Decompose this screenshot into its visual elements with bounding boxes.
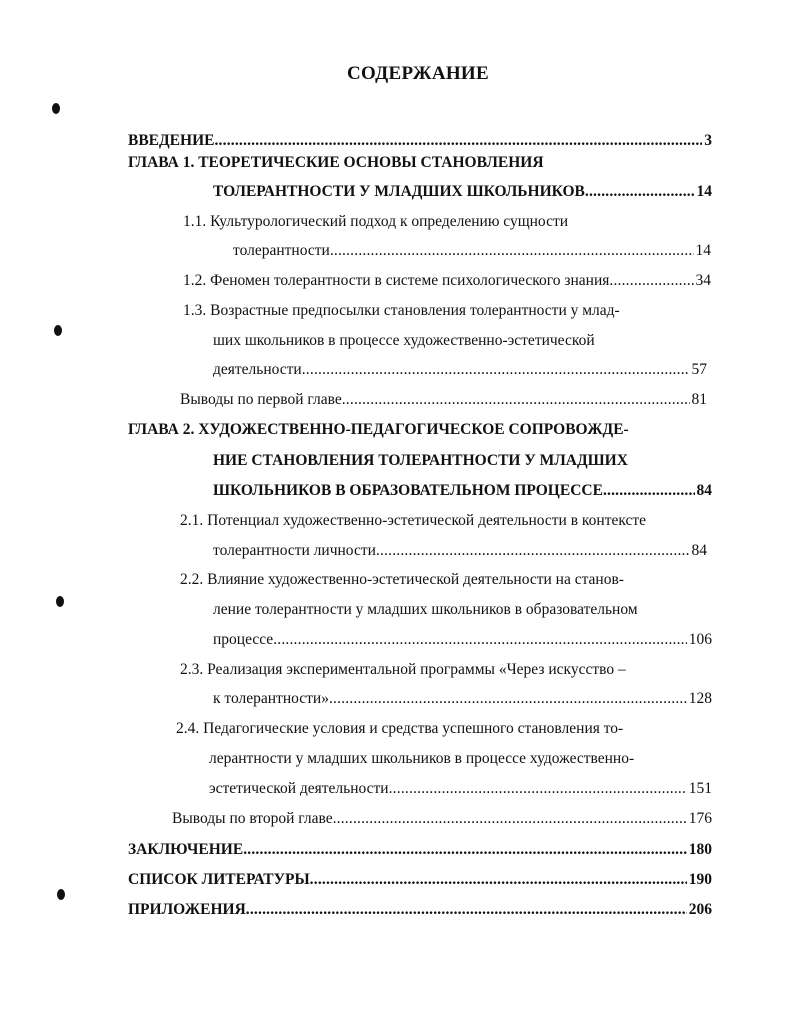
page-number: 14 — [695, 242, 711, 259]
entry-title: ВВЕДЕНИЕ — [128, 132, 215, 149]
toc-entry-1-1[interactable] — [183, 212, 568, 232]
dot-leader — [302, 360, 690, 380]
dot-leader — [389, 779, 687, 799]
entry-title: ГЛАВА 2. ХУДОЖЕСТВЕННО-ПЕДАГОГИЧЕСКОЕ СОПРОВОЖДЕ- — [128, 421, 629, 438]
entry-title: ТОЛЕРАНТНОСТИ У МЛАДШИХ ШКОЛЬНИКОВ — [213, 183, 585, 200]
dot-leader — [214, 131, 702, 151]
entry-title: 1.1. Культурологический подход к определению сущности — [183, 213, 569, 230]
entry-title: 2.2. Влияние художественно-эстетической деятельности на станов- — [180, 571, 624, 588]
dot-leader — [603, 481, 695, 501]
toc-entry-conclusion[interactable] — [128, 840, 712, 860]
entry-title: деятельности — [213, 361, 302, 378]
page-number: 34 — [695, 272, 711, 289]
entry-title: 2.1. Потенциал художественно-эстетической деятельности в контексте — [180, 512, 647, 529]
page-title: СОДЕРЖАНИЕ — [347, 63, 489, 84]
entry-title: 1.3. Возрастные предпосылки становления толерантности у млад- — [183, 302, 620, 319]
entry-title: 2.4. Педагогические условия и средства успешного становления то- — [176, 720, 624, 737]
dot-leader — [585, 182, 695, 202]
page-number: 206 — [688, 901, 712, 918]
toc-entry-2-4-end[interactable] — [209, 779, 712, 799]
entry-title: процессе — [213, 631, 274, 648]
page-number: 106 — [688, 631, 712, 648]
dot-leader — [333, 809, 687, 829]
page-number: 57 — [691, 361, 707, 378]
page-number: 128 — [688, 690, 712, 707]
dot-leader — [243, 840, 687, 860]
page-number: 3 — [704, 132, 712, 149]
entry-title: НИЕ СТАНОВЛЕНИЯ ТОЛЕРАНТНОСТИ У МЛАДШИХ — [213, 452, 628, 469]
toc-entry-chapter-2-end[interactable] — [213, 481, 712, 501]
page-number: 176 — [688, 810, 712, 827]
entry-title: ГЛАВА 1. ТЕОРЕТИЧЕСКИЕ ОСНОВЫ СТАНОВЛЕНИЯ — [128, 154, 544, 171]
toc-entry-2-3[interactable] — [180, 660, 626, 680]
toc-entry-2-2[interactable] — [180, 570, 624, 590]
toc-entry-conclusions-1[interactable] — [180, 390, 707, 410]
entry-title: 2.3. Реализация экспериментальной программы «Через искусство – — [180, 661, 626, 678]
page-number: 81 — [691, 391, 707, 408]
toc-entry-2-3-cont[interactable] — [213, 689, 712, 709]
dot-leader — [330, 241, 694, 261]
entry-title: лерантности у младших школьников в процессе художественно- — [209, 750, 635, 767]
toc-entry-references[interactable] — [128, 870, 712, 890]
toc-entry-1-3-end[interactable] — [213, 360, 707, 380]
toc-entry-1-2[interactable] — [183, 271, 711, 291]
toc-entry-chapter-1-cont[interactable] — [213, 182, 712, 202]
entry-title: Выводы по второй главе — [172, 810, 333, 827]
page-number: 84 — [691, 542, 707, 559]
margin-bullet — [52, 103, 60, 114]
toc-entry-1-3-cont[interactable] — [213, 331, 595, 351]
margin-bullet — [56, 596, 64, 607]
dot-leader — [246, 900, 687, 920]
page-number: 151 — [688, 780, 712, 797]
entry-title: СПИСОК ЛИТЕРАТУРЫ — [128, 871, 310, 888]
entry-title: к толерантности» — [213, 690, 329, 707]
dot-leader — [342, 390, 690, 410]
toc-entry-2-2-end[interactable] — [213, 630, 712, 650]
page-number: 190 — [688, 871, 712, 888]
entry-title: эстетической деятельности — [209, 780, 389, 797]
page-number: 14 — [696, 183, 712, 200]
toc-entry-chapter-2-cont[interactable] — [213, 451, 628, 471]
toc-entry-2-2-cont[interactable] — [213, 600, 638, 620]
toc-entry-chapter-2[interactable] — [128, 420, 629, 440]
entry-title: 1.2. Феномен толерантности в системе психологического знания — [183, 272, 610, 289]
toc-entry-2-4[interactable] — [176, 719, 623, 739]
toc-entry-conclusions-2[interactable] — [172, 809, 712, 829]
page-number: 84 — [696, 482, 712, 499]
dot-leader — [310, 870, 687, 890]
entry-title: толерантности личности — [213, 542, 376, 559]
toc-entry-chapter-1[interactable] — [128, 153, 544, 173]
toc-entry-2-4-cont[interactable] — [209, 749, 634, 769]
entry-title: ЗАКЛЮЧЕНИЕ — [128, 841, 244, 858]
toc-entry-intro[interactable] — [128, 131, 712, 151]
entry-title: ших школьников в процессе художественно-эстетической — [213, 332, 595, 349]
page-number: 180 — [688, 841, 712, 858]
toc-entry-1-3[interactable] — [183, 301, 620, 321]
dot-leader — [273, 630, 687, 650]
entry-title: толерантности — [233, 242, 330, 259]
entry-title: ление толерантности у младших школьников в образовательном — [213, 601, 638, 618]
toc-entry-2-1-cont[interactable] — [213, 541, 707, 561]
dot-leader — [376, 541, 690, 561]
toc-entry-1-1-cont[interactable] — [233, 241, 711, 261]
margin-bullet — [54, 325, 62, 336]
toc-entry-2-1[interactable] — [180, 511, 646, 531]
toc-entry-appendix[interactable] — [128, 900, 712, 920]
dot-leader — [609, 271, 693, 291]
entry-title: ШКОЛЬНИКОВ В ОБРАЗОВАТЕЛЬНОМ ПРОЦЕССЕ — [213, 482, 603, 499]
margin-bullet — [57, 889, 65, 900]
dot-leader — [329, 689, 687, 709]
entry-title: ПРИЛОЖЕНИЯ — [128, 901, 246, 918]
entry-title: Выводы по первой главе — [180, 391, 342, 408]
